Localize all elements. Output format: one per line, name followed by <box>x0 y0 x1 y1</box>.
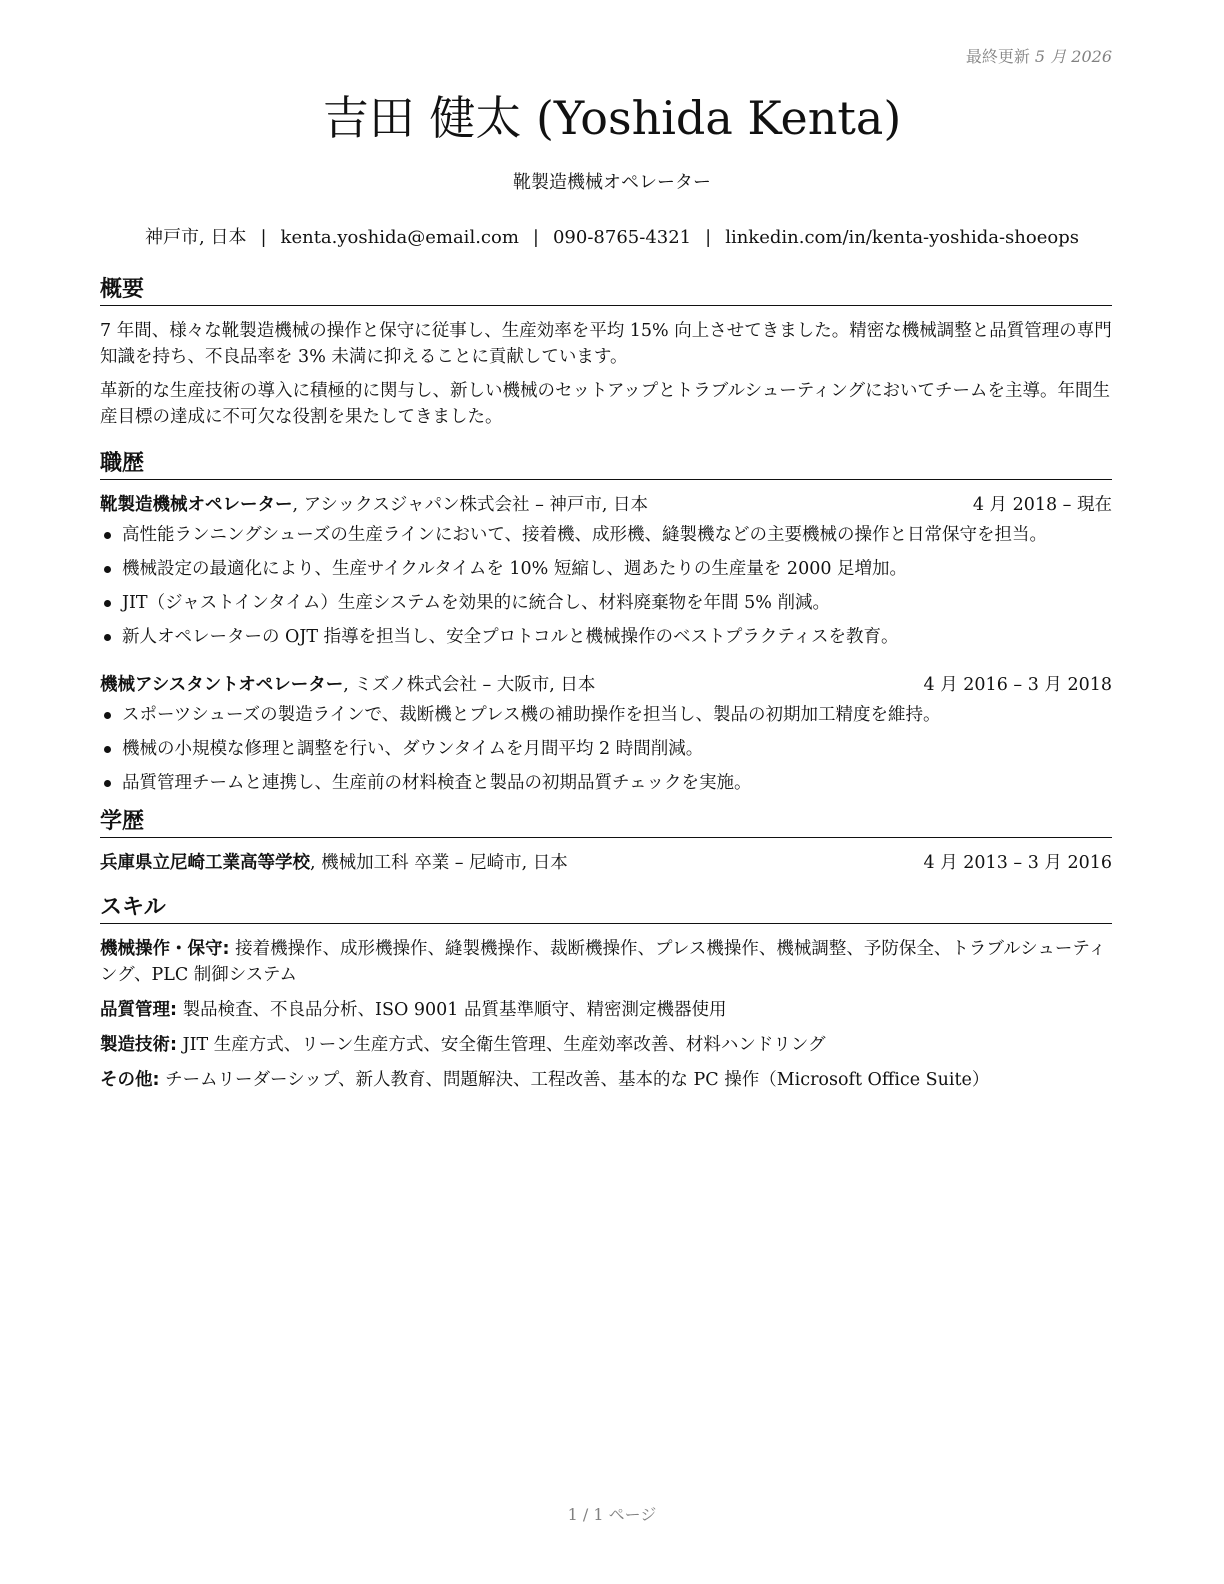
education-entry <box>100 850 1112 876</box>
skill-label: その他: <box>100 1070 160 1090</box>
summary-section <box>100 276 1112 430</box>
skill-line <box>100 997 1112 1023</box>
contact-email[interactable]: kenta.yoshida@email.com <box>280 227 519 248</box>
candidate-name: 吉田 健太 (Yoshida Kenta) <box>322 91 902 145</box>
job-entry <box>100 672 1112 796</box>
skill-text: JIT 生産方式、リーン生産方式、安全衛生管理、生産効率改善、材料ハンドリング <box>177 1035 826 1055</box>
skill-text: 製品検査、不良品分析、ISO 9001 品質基準順守、精密測定機器使用 <box>177 1000 727 1020</box>
job-bullet: 機械の小規模な修理と調整を行い、ダウンタイムを月間平均 2 時間削減。 <box>100 736 1112 762</box>
section-title-education: 学歴 <box>100 808 1112 838</box>
job-bullet: 高性能ランニングシューズの生産ラインにおいて、接着機、成形機、縫製機などの主要機械の操作と日常保守を担当。 <box>100 522 1112 548</box>
job-bullet: 新人オペレーターの OJT 指導を担当し、安全プロトコルと機械操作のベストプラクティスを教育。 <box>100 624 1112 650</box>
job-bullet: 品質管理チームと連携し、生産前の材料検査と製品の初期品質チェックを実施。 <box>100 770 1112 796</box>
contact-separator: | <box>705 227 712 248</box>
skill-line <box>100 1067 1112 1093</box>
section-title-summary: 概要 <box>100 276 1112 306</box>
contact-location: 神戸市, 日本 <box>145 227 247 248</box>
job-dates: 4 月 2016 – 3 月 2018 <box>923 675 1112 695</box>
section-title-experience: 職歴 <box>100 450 1112 480</box>
candidate-headline: 靴製造機械オペレーター <box>513 172 711 193</box>
section-title-skills: スキル <box>100 894 1112 924</box>
page-number: 1 / 1 ページ <box>567 1505 657 1524</box>
skill-text: チームリーダーシップ、新人教育、問題解決、工程改善、基本的な PC 操作（Microsoft Office Suite） <box>159 1070 990 1090</box>
job-bullet: JIT（ジャストインタイム）生産システムを効果的に統合し、材料廃棄物を年間 5% 削減。 <box>100 590 1112 616</box>
job-company: , ミズノ株式会社 – 大阪市, 日本 <box>343 675 596 695</box>
contact-linkedin[interactable]: linkedin.com/in/kenta-yoshida-shoeops <box>725 227 1079 248</box>
last-updated-date: 5 月 2026 <box>1034 47 1112 66</box>
resume-content <box>100 276 1112 1102</box>
experience-section <box>100 450 1112 796</box>
contact-separator: | <box>532 227 539 248</box>
contact-line <box>0 225 1224 251</box>
skill-label: 機械操作・保守: <box>100 939 230 959</box>
job-header <box>100 672 1112 698</box>
job-title: 機械アシスタントオペレーター <box>100 675 344 695</box>
skill-label: 品質管理: <box>100 1000 177 1020</box>
job-bullet: 機械設定の最適化により、生産サイクルタイムを 10% 短縮し、週あたりの生産量を 2000 足増加。 <box>100 556 1112 582</box>
education-dates: 4 月 2013 – 3 月 2016 <box>923 853 1112 873</box>
summary-paragraph: 7 年間、様々な靴製造機械の操作と保守に従事し、生産効率を平均 15% 向上させてきました。精密な機械調整と品質管理の専門知識を持ち、不良品率を 3% 未満に抑えることに貢献しています。 <box>100 321 1112 367</box>
job-entry <box>100 492 1112 650</box>
job-bullets <box>100 702 1112 796</box>
job-dates: 4 月 2018 – 現在 <box>972 495 1112 515</box>
last-updated <box>966 44 1112 67</box>
contact-separator: | <box>260 227 267 248</box>
job-header <box>100 492 1112 518</box>
education-detail: , 機械加工科 卒業 – 尼崎市, 日本 <box>310 853 568 873</box>
skills-section <box>100 894 1112 1093</box>
contact-phone[interactable]: 090-8765-4321 <box>552 227 692 248</box>
skill-label: 製造技術: <box>100 1035 177 1055</box>
education-section <box>100 808 1112 876</box>
skill-line <box>100 936 1112 988</box>
job-title: 靴製造機械オペレーター <box>100 495 293 515</box>
job-company: , アシックスジャパン株式会社 – 神戸市, 日本 <box>292 495 649 515</box>
job-bullets <box>100 522 1112 650</box>
last-updated-label: 最終更新 <box>965 47 1030 66</box>
skill-line <box>100 1032 1112 1058</box>
summary-paragraph: 革新的な生産技術の導入に積極的に関与し、新しい機械のセットアップとトラブルシューティングにおいてチームを主導。年間生産目標の達成に不可欠な役割を果たしてきました。 <box>100 381 1111 427</box>
education-school: 兵庫県立尼崎工業高等学校 <box>100 853 310 873</box>
skill-text: 接着機操作、成形機操作、縫製機操作、裁断機操作、プレス機操作、機械調整、予防保全、トラブルシューティング、PLC 制御システム <box>100 939 1106 985</box>
job-bullet: スポーツシューズの製造ラインで、裁断機とプレス機の補助操作を担当し、製品の初期加工精度を維持。 <box>100 702 1112 728</box>
